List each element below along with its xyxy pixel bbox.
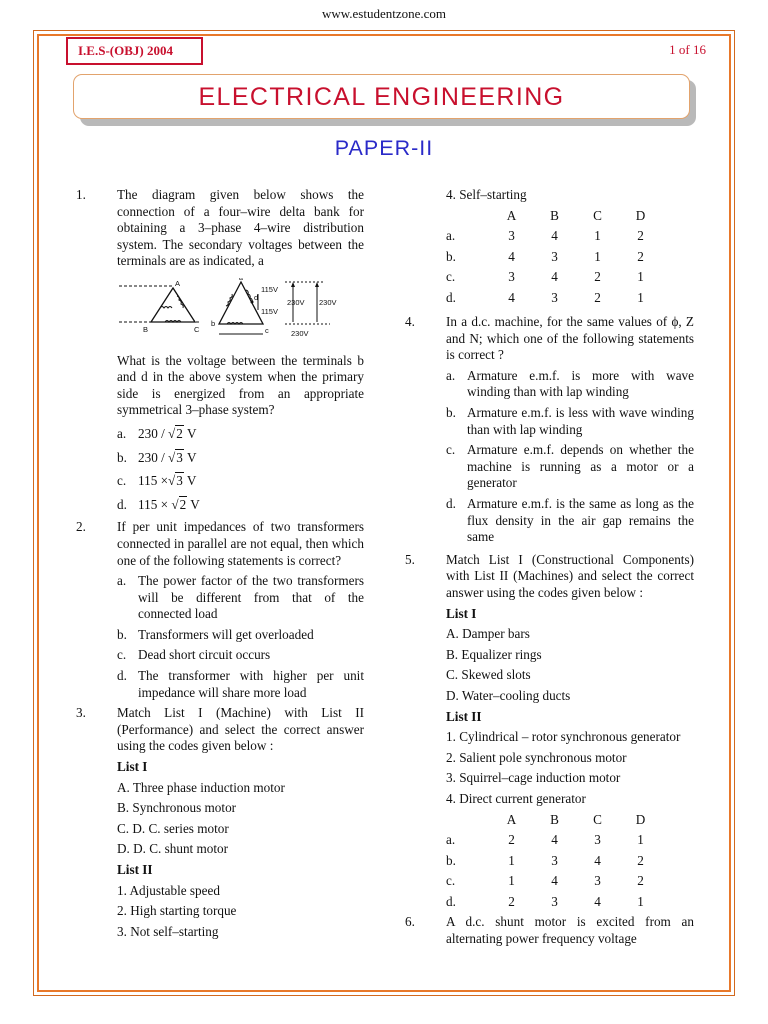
question-3-continued xyxy=(405,187,694,308)
list-2-heading: List II xyxy=(117,862,153,877)
answer-codes xyxy=(446,206,694,309)
option-b: b. Armature e.m.f. is less with wave winding than with lap winding xyxy=(446,405,694,437)
code-value: 2 xyxy=(508,832,515,848)
question-4 xyxy=(405,314,694,546)
code-label: c. xyxy=(446,873,456,889)
list-2-item: 3. Not self–starting xyxy=(117,923,219,939)
code-value: 3 xyxy=(508,269,515,285)
option-b: b. 230 / √3 V xyxy=(117,449,197,465)
question-text: A d.c. shunt motor is excited from an alternating power frequency voltage xyxy=(446,914,694,946)
list-2-item: 3. Squirrel–cage induction motor xyxy=(446,770,621,786)
question-text: Match List I (Constructional Components) with List II (Machines) and select the correct answer using the codes given below : xyxy=(446,551,694,600)
code-value: 1 xyxy=(594,248,601,264)
delta-bank-diagram xyxy=(115,278,361,344)
code-value: 2 xyxy=(508,893,515,909)
code-value: 1 xyxy=(637,832,644,848)
diagram-label-a: a xyxy=(239,277,243,282)
code-value: 2 xyxy=(637,852,644,868)
list-1-heading: List I xyxy=(117,759,148,775)
codes-header-B: B xyxy=(550,207,559,223)
code-value: 3 xyxy=(551,248,558,264)
left-column xyxy=(76,187,364,940)
option-a: a. Armature e.m.f. is more with wave winding than with lap winding xyxy=(446,367,694,400)
answer-codes xyxy=(446,810,694,913)
list-2-item: 4. Direct current generator xyxy=(446,790,586,806)
diagram-voltage-115-top: 115V xyxy=(261,284,278,294)
question-text: The diagram given below shows the connection of a four–wire delta bank for obtaining a 3–phase 4–wire distribution system. The secondary voltages between the terminals are as indicated, a xyxy=(117,187,364,269)
option-d: d. Armature e.m.f. is the same as long as the flux density in the air gap remains the same xyxy=(446,496,694,545)
code-value: 3 xyxy=(508,228,515,244)
option-d: d. The transformer with higher per unit impedance will share more load xyxy=(117,668,364,700)
question-number: 6. xyxy=(405,914,415,930)
option-a: a. 230 / √2 V xyxy=(117,425,197,441)
question-text: In a d.c. machine, for the same values of ϕ, Z and N; which one of the following statements is correct ? xyxy=(446,314,694,363)
diagram-voltage-230-right: 230V xyxy=(319,297,337,307)
question-2 xyxy=(76,519,364,701)
list-1-item: A. Damper bars xyxy=(446,626,530,642)
list-1-item: D. D. C. shunt motor xyxy=(117,841,228,857)
page-number: 1 of 16 xyxy=(669,42,706,57)
code-value: 1 xyxy=(637,893,644,909)
code-value: 1 xyxy=(637,289,644,305)
codes-header-C: C xyxy=(593,811,602,827)
codes-header-A: A xyxy=(506,811,517,827)
code-value: 3 xyxy=(551,893,558,909)
list-1-item: C. Skewed slots xyxy=(446,667,531,683)
page-title: ELECTRICAL ENGINEERING xyxy=(198,83,565,111)
code-value: 2 xyxy=(637,873,644,889)
diagram-voltage-115-bottom: 115V xyxy=(261,306,278,316)
code-value: 4 xyxy=(508,289,515,305)
diagram-voltage-230-bottom: 230V xyxy=(291,328,309,338)
code-label: b. xyxy=(446,248,456,264)
option-a: a. The power factor of the two transformers will be different from that of the connected load xyxy=(117,573,364,622)
code-label: d. xyxy=(446,893,456,909)
question-3 xyxy=(76,705,364,940)
list-2-item: 4. Self–starting xyxy=(446,187,527,202)
codes-header-B: B xyxy=(550,811,559,827)
code-value: 2 xyxy=(594,269,601,285)
exam-label: I.E.S-(OBJ) 2004 xyxy=(66,37,203,65)
code-value: 1 xyxy=(508,852,515,868)
question-text: If per unit impedances of two transformers connected in parallel are not equal, then which one of the following statements is correct? xyxy=(117,519,364,568)
code-value: 1 xyxy=(594,228,601,244)
codes-header-D: D xyxy=(635,207,646,223)
option-d: d. 115 × √2 V xyxy=(117,496,200,512)
list-2-heading: List II xyxy=(446,708,482,724)
option-b: b. Transformers will get overloaded xyxy=(117,626,314,642)
question-number: 4. xyxy=(405,314,415,330)
codes-header-D: D xyxy=(635,811,646,827)
list-2-item: 1. Cylindrical – rotor synchronous generator xyxy=(446,729,681,745)
question-number: 3. xyxy=(76,705,86,721)
list-2-item: 1. Adjustable speed xyxy=(117,882,220,898)
diagram-label-C: C xyxy=(194,324,200,334)
list-1-item: D. Water–cooling ducts xyxy=(446,687,571,703)
code-label: b. xyxy=(446,852,456,868)
code-value: 4 xyxy=(551,873,558,889)
question-number: 1. xyxy=(76,187,86,202)
question-1 xyxy=(76,187,364,513)
code-value: 3 xyxy=(551,852,558,868)
question-text-continued: What is the voltage between the terminals b and d in the above system when the primary side is energized from an appropriate symmetrical 3–phase system? xyxy=(117,352,364,418)
codes-header-C: C xyxy=(593,207,602,223)
code-value: 3 xyxy=(594,873,601,889)
option-c: c. 115 ×√3 V xyxy=(117,473,197,489)
code-value: 4 xyxy=(551,269,558,285)
code-value: 4 xyxy=(551,832,558,848)
question-number: 2. xyxy=(76,519,86,535)
diagram-label-B: B xyxy=(143,324,149,334)
diagram-voltage-230-left: 230V xyxy=(287,297,305,307)
code-label: a. xyxy=(446,228,456,244)
code-value: 4 xyxy=(594,852,601,868)
code-value: 3 xyxy=(594,832,601,848)
question-6 xyxy=(405,914,694,947)
diagram-label-b: b xyxy=(211,318,216,328)
code-value: 4 xyxy=(508,248,515,264)
list-1-item: C. D. C. series motor xyxy=(117,820,229,836)
code-value: 4 xyxy=(551,228,558,244)
title-banner xyxy=(73,74,690,119)
code-value: 3 xyxy=(551,289,558,305)
code-value: 2 xyxy=(637,228,644,244)
list-1-item: A. Three phase induction motor xyxy=(117,779,285,795)
diagram-label-A: A xyxy=(175,278,181,288)
codes-header-A: A xyxy=(506,207,517,223)
list-2-item: 2. Salient pole synchronous motor xyxy=(446,749,627,765)
option-c: c. Armature e.m.f. depends on whether the machine is running as a motor or a generator xyxy=(446,442,694,491)
list-1-item: B. Synchronous motor xyxy=(117,800,237,816)
question-number: 5. xyxy=(405,551,415,567)
code-label: c. xyxy=(446,269,456,285)
code-value: 2 xyxy=(594,289,601,305)
diagram-label-d: d xyxy=(254,292,259,302)
diagram-label-c: c xyxy=(265,325,269,335)
option-c: c. Dead short circuit occurs xyxy=(117,647,271,663)
question-5 xyxy=(405,552,694,912)
code-value: 2 xyxy=(637,248,644,264)
list-1-item: B. Equalizer rings xyxy=(446,646,542,662)
paper-heading: PAPER-II xyxy=(334,136,434,160)
code-label: d. xyxy=(446,289,456,305)
code-label: a. xyxy=(446,832,456,848)
code-value: 1 xyxy=(637,269,644,285)
code-value: 4 xyxy=(594,893,601,909)
site-url: www.estudentzone.com xyxy=(321,6,447,21)
list-1-heading: List I xyxy=(446,605,477,621)
right-column xyxy=(405,187,694,947)
question-text: Match List I (Machine) with List II (Performance) and select the correct answer using the codes given below : xyxy=(117,705,364,754)
code-value: 1 xyxy=(508,873,515,889)
list-2-item: 2. High starting torque xyxy=(117,903,237,919)
